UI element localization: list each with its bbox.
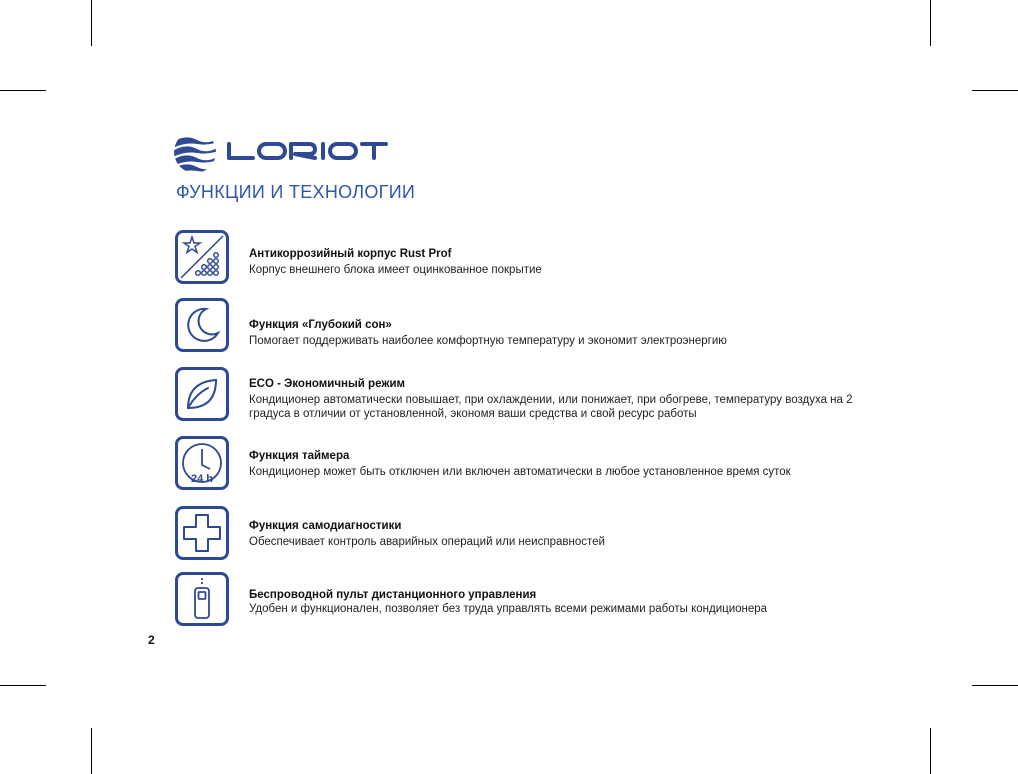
crop-mark: [91, 0, 92, 46]
crop-mark: [930, 728, 931, 774]
feature-title: Функция самодиагностики: [249, 520, 402, 532]
feature-title: Беспроводной пульт дистанционного управления: [249, 589, 537, 601]
crop-mark: [91, 728, 92, 774]
page-number: 2: [148, 633, 155, 647]
feature-description: Помогает поддерживать наиболее комфортную температуру и экономит электроэнергию: [249, 335, 727, 347]
crop-mark: [0, 90, 46, 91]
anticorrosion-icon: [175, 230, 229, 284]
crop-mark: [930, 0, 931, 46]
crop-mark: [972, 90, 1018, 91]
feature-remote-control: [175, 572, 975, 632]
leaf-icon: [175, 367, 229, 421]
feature-anticorrosion: [175, 230, 975, 290]
crop-mark: [972, 685, 1018, 686]
moon-icon: [175, 298, 229, 352]
feature-description: Кондиционер автоматически повышает, при охлаждении, или понижает, при обогреве, температуру воздуха на 2 градуса в отличии от установленной, экономя ваши средства и свой ресурс работы: [249, 394, 853, 420]
feature-description: Корпус внешнего блока имеет оцинкованное покрытие: [249, 264, 542, 276]
feature-description: Обеспечивает контроль аварийных операций или неисправностей: [249, 536, 605, 548]
timer-24h-icon: [175, 436, 229, 490]
feature-deep-sleep: [175, 298, 975, 358]
feature-timer: [175, 436, 975, 496]
feature-title: Функция «Глубокий сон»: [249, 319, 392, 331]
feature-eco: [175, 367, 975, 427]
feature-self-diagnostics: [175, 506, 975, 566]
feature-title: ECO - Экономичный режим: [249, 378, 406, 390]
section-title: ФУНКЦИИ И ТЕХНОЛОГИИ: [176, 182, 416, 202]
remote-control-icon: [175, 572, 229, 626]
feature-title: Функция таймера: [249, 450, 350, 462]
feature-description: Кондиционер может быть отключен или включен автоматически в любое установленное время суток: [249, 466, 791, 478]
feature-title: Антикоррозийный корпус Rust Prof: [249, 248, 452, 260]
feature-description: Удобен и функционален, позволяет без труда управлять всеми режимами работы кондиционера: [249, 603, 768, 615]
loriot-logo-icon: [173, 130, 388, 174]
timer-label: 24 h: [190, 473, 214, 485]
brand-logo: [173, 130, 388, 174]
crop-mark: [0, 685, 46, 686]
medical-cross-icon: [175, 506, 229, 560]
